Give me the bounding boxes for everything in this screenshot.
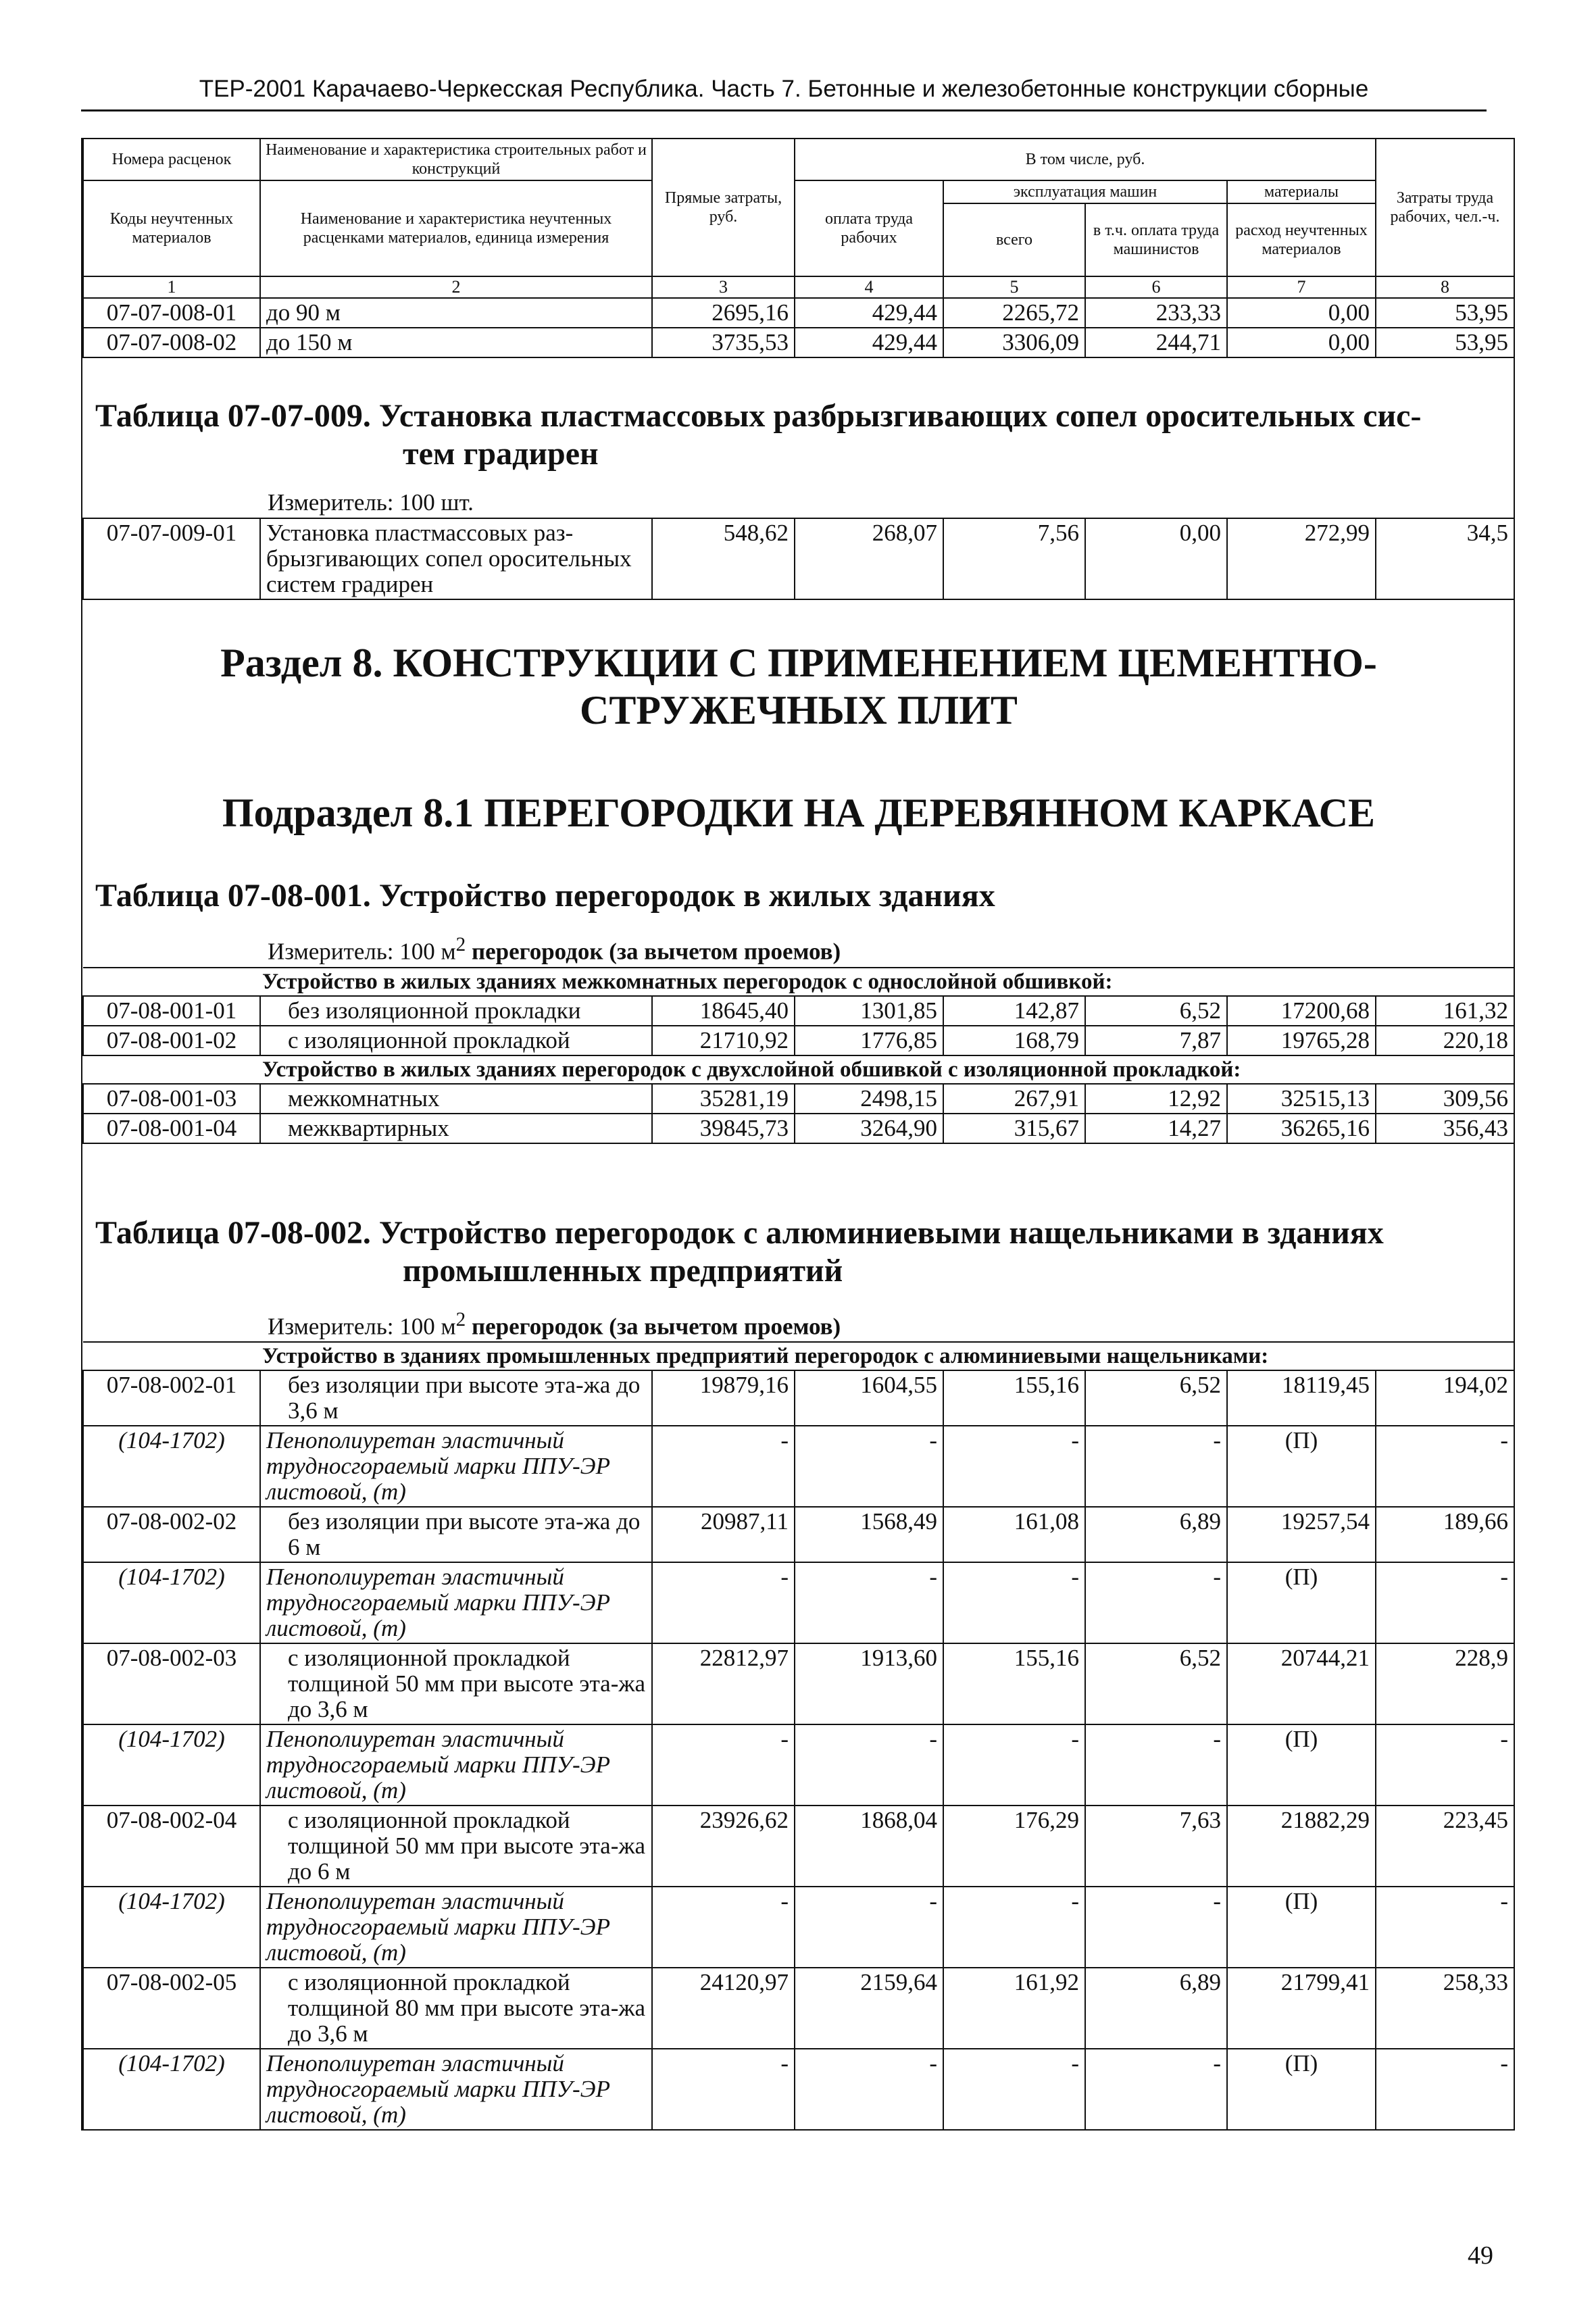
material-row	[83, 1887, 1514, 1968]
column-index: 3	[652, 276, 795, 298]
unit-label	[89, 1293, 1509, 1341]
direct-cost: -	[652, 2049, 795, 2130]
labor-cost: 161,32	[1376, 996, 1514, 1026]
machines-cost: 142,87	[943, 996, 1085, 1026]
table-title-text: Таблица 07-08-002. Устройство перегородок с алюминиевыми нащельниками в зданиях	[95, 1214, 1384, 1251]
work-name: межквартирных	[260, 1114, 652, 1143]
unit-text: Измеритель: 100 м	[268, 938, 456, 965]
machines-cost: -	[943, 1562, 1085, 1643]
wage-cost: 2498,15	[795, 1084, 943, 1114]
labor-cost: 34,5	[1376, 518, 1514, 599]
table-07-08-001-title: Таблица 07-08-001. Устройство перегородок в жилых зданиях	[95, 878, 995, 914]
unit-sup: 2	[455, 1308, 466, 1330]
work-name: без изоляции при высоте эта-жа до 6 м	[260, 1507, 652, 1562]
direct-cost: 21710,92	[652, 1026, 795, 1055]
table-row	[83, 1370, 1514, 1426]
labor-cost: 309,56	[1376, 1084, 1514, 1114]
wage-cost: -	[795, 1724, 943, 1806]
materials-cost: (П)	[1227, 2049, 1376, 2130]
table-007-07-009-title	[89, 359, 1509, 473]
wage-cost: -	[795, 1562, 943, 1643]
col-machines-total: всего	[943, 203, 1085, 276]
direct-cost: 548,62	[652, 518, 795, 599]
machines-cost: 315,67	[943, 1114, 1085, 1143]
rate-code: 07-08-002-02	[83, 1507, 260, 1562]
table-row	[83, 1806, 1514, 1887]
direct-cost: -	[652, 1426, 795, 1507]
materials-cost: 0,00	[1227, 328, 1376, 357]
machines-cost: -	[943, 2049, 1085, 2130]
work-name: Установка пластмассовых раз-брызгивающих сопел оросительных систем градирен	[260, 518, 652, 599]
material-row	[83, 2049, 1514, 2130]
table-title-cont: промышленных предприятий	[403, 1252, 843, 1289]
wage-cost: 1301,85	[795, 996, 943, 1026]
direct-cost: 39845,73	[652, 1114, 795, 1143]
col-material-name: Наименование и характеристика неучтенных расценками материалов, единица измерения	[260, 180, 652, 276]
labor-cost: -	[1376, 2049, 1514, 2130]
materials-cost: 21799,41	[1227, 1968, 1376, 2049]
col-materials: материалы	[1227, 180, 1376, 203]
section-heading-row	[83, 599, 1514, 735]
direct-cost: 24120,97	[652, 1968, 795, 2049]
machines-cost: 267,91	[943, 1084, 1085, 1114]
machinist-wage: 233,33	[1085, 298, 1227, 328]
machinist-wage: 12,92	[1085, 1084, 1227, 1114]
direct-cost: 2695,16	[652, 298, 795, 328]
rate-code: 07-08-001-03	[83, 1084, 260, 1114]
table-07-08-002-title-row	[83, 1175, 1514, 1291]
wage-cost: 3264,90	[795, 1114, 943, 1143]
page-header: ТЕР-2001 Карачаево-Черкесская Республика. Часть 7. Бетонные и железобетонные конструкции сборные	[199, 76, 1369, 102]
wage-cost: -	[795, 1426, 943, 1507]
material-code: (104-1702)	[83, 1562, 260, 1643]
direct-cost: 35281,19	[652, 1084, 795, 1114]
unit-label-row	[83, 474, 1514, 518]
unit-description: перегородок (за вычетом проемов)	[466, 1313, 841, 1340]
direct-cost: 22812,97	[652, 1643, 795, 1724]
materials-cost: 19257,54	[1227, 1507, 1376, 1562]
material-name: Пенополиуретан эластичный трудносгораемый марки ППУ-ЭР листовой, (т)	[260, 1426, 652, 1507]
subsection-heading-row	[83, 735, 1514, 838]
unit-label	[89, 918, 1509, 966]
unit-text: Измеритель: 100 м	[268, 1313, 456, 1340]
col-rate-numbers: Номера расценок	[83, 139, 260, 180]
work-name: без изоляции при высоте эта-жа до 3,6 м	[260, 1370, 652, 1426]
table-row	[83, 518, 1514, 599]
direct-cost: -	[652, 1887, 795, 1968]
header-rule	[81, 109, 1487, 111]
labor-cost: 53,95	[1376, 328, 1514, 357]
machinist-wage: 7,63	[1085, 1806, 1227, 1887]
material-name: Пенополиуретан эластичный трудносгораемый марки ППУ-ЭР листовой, (т)	[260, 2049, 652, 2130]
col-wage: оплата труда рабочих	[795, 180, 943, 276]
machines-cost: -	[943, 1724, 1085, 1806]
direct-cost: 20987,11	[652, 1507, 795, 1562]
wage-cost: 2159,64	[795, 1968, 943, 2049]
wage-cost: -	[795, 1887, 943, 1968]
spacer	[83, 1143, 1514, 1175]
materials-cost: (П)	[1227, 1426, 1376, 1507]
wage-cost: 429,44	[795, 328, 943, 357]
materials-cost: (П)	[1227, 1562, 1376, 1643]
materials-cost: 36265,16	[1227, 1114, 1376, 1143]
column-index: 7	[1227, 276, 1376, 298]
materials-cost: (П)	[1227, 1887, 1376, 1968]
machines-cost: -	[943, 1887, 1085, 1968]
work-name: межкомнатных	[260, 1084, 652, 1114]
direct-cost: 23926,62	[652, 1806, 795, 1887]
column-index: 4	[795, 276, 943, 298]
machinist-wage: -	[1085, 1562, 1227, 1643]
group-heading-row	[83, 968, 1514, 996]
machinist-wage: -	[1085, 1426, 1227, 1507]
column-index: 2	[260, 276, 652, 298]
material-row	[83, 1724, 1514, 1806]
rate-code: 07-07-008-02	[83, 328, 260, 357]
material-name: Пенополиуретан эластичный трудносгораемый марки ППУ-ЭР листовой, (т)	[260, 1887, 652, 1968]
subsection-heading: Подраздел 8.1 ПЕРЕГОРОДКИ НА ДЕРЕВЯННОМ КАРКАСЕ	[222, 791, 1376, 835]
material-name: Пенополиуретан эластичный трудносгораемый марки ППУ-ЭР листовой, (т)	[260, 1562, 652, 1643]
machinist-wage: -	[1085, 2049, 1227, 2130]
machines-cost: 168,79	[943, 1026, 1085, 1055]
work-name: до 150 м	[260, 328, 652, 357]
rate-code: 07-08-002-03	[83, 1643, 260, 1724]
material-row	[83, 1426, 1514, 1507]
table-row	[83, 328, 1514, 357]
table-row	[83, 996, 1514, 1026]
table-007-07-009-title-row	[83, 357, 1514, 474]
column-index: 5	[943, 276, 1085, 298]
work-name: с изоляционной прокладкой	[260, 1026, 652, 1055]
table-row	[83, 1084, 1514, 1114]
labor-cost: 223,45	[1376, 1806, 1514, 1887]
machinist-wage: 6,89	[1085, 1507, 1227, 1562]
labor-cost: 220,18	[1376, 1026, 1514, 1055]
labor-cost: -	[1376, 1887, 1514, 1968]
labor-cost: 194,02	[1376, 1370, 1514, 1426]
col-including: В том числе, руб.	[795, 139, 1376, 180]
machines-cost: 155,16	[943, 1643, 1085, 1724]
group-heading: Устройство в зданиях промышленных предприятий перегородок с алюминиевыми нащельниками:	[83, 1342, 1514, 1370]
unit-label-cell	[83, 474, 1514, 518]
direct-cost: 3735,53	[652, 328, 795, 357]
direct-cost: -	[652, 1724, 795, 1806]
col-machinist-wage: в т.ч. оплата труда машинистов	[1085, 203, 1227, 276]
machinist-wage: 244,71	[1085, 328, 1227, 357]
material-code: (104-1702)	[83, 1887, 260, 1968]
unit-description: перегородок (за вычетом проемов)	[466, 938, 841, 965]
table-row	[83, 298, 1514, 328]
column-index: 1	[83, 276, 260, 298]
machinist-wage: -	[1085, 1724, 1227, 1806]
machinist-wage: -	[1085, 1887, 1227, 1968]
work-name: с изоляционной прокладкой толщиной 80 мм при высоте эта-жа до 3,6 м	[260, 1968, 652, 2049]
rates-table	[82, 138, 1515, 2131]
spacer-row	[83, 1143, 1514, 1175]
labor-cost: 53,95	[1376, 298, 1514, 328]
labor-cost: -	[1376, 1724, 1514, 1806]
machines-cost: 3306,09	[943, 328, 1085, 357]
table-row	[83, 1114, 1514, 1143]
col-material-codes: Коды неучтенных материалов	[83, 180, 260, 276]
material-code: (104-1702)	[83, 2049, 260, 2130]
col-machines: эксплуатация машин	[943, 180, 1227, 203]
direct-cost: 18645,40	[652, 996, 795, 1026]
table-07-08-001-title-row	[83, 838, 1514, 916]
labor-cost: 258,33	[1376, 1968, 1514, 2049]
machinist-wage: 14,27	[1085, 1114, 1227, 1143]
section-heading-cell	[83, 599, 1514, 735]
materials-cost: 0,00	[1227, 298, 1376, 328]
col-material-use: расход неучтенных материалов	[1227, 203, 1376, 276]
document-body	[81, 138, 1515, 2131]
wage-cost: 1868,04	[795, 1806, 943, 1887]
table-row	[83, 1968, 1514, 2049]
table-title-text: Таблица 07-07-009. Установка пластмассовых разбрызгивающих сопел оросительных сис-	[95, 398, 1422, 434]
table-body	[83, 298, 1514, 2130]
rate-code: 07-07-008-01	[83, 298, 260, 328]
section-heading: Раздел 8. КОНСТРУКЦИИ С ПРИМЕНЕНИЕМ ЦЕМЕНТНО-СТРУЖЕЧНЫХ ПЛИТ	[220, 641, 1377, 732]
rate-code: 07-08-002-05	[83, 1968, 260, 2049]
labor-cost: 228,9	[1376, 1643, 1514, 1724]
direct-cost: -	[652, 1562, 795, 1643]
unit-label-row	[83, 916, 1514, 968]
table-07-08-002-title	[89, 1176, 1509, 1290]
materials-cost: 20744,21	[1227, 1643, 1376, 1724]
table-header	[83, 139, 1514, 298]
table-007-07-009-title-cell	[83, 357, 1514, 474]
materials-cost: (П)	[1227, 1724, 1376, 1806]
labor-cost: 356,43	[1376, 1114, 1514, 1143]
wage-cost: 1776,85	[795, 1026, 943, 1055]
machinist-wage: 0,00	[1085, 518, 1227, 599]
wage-cost: 268,07	[795, 518, 943, 599]
subsection-heading-cell	[83, 735, 1514, 838]
col-work-name: Наименование и характеристика строительных работ и конструкций	[260, 139, 652, 180]
col-direct-costs: Прямые затраты, руб.	[652, 139, 795, 276]
machinist-wage: 6,52	[1085, 996, 1227, 1026]
work-name: с изоляционной прокладкой толщиной 50 мм при высоте эта-жа до 3,6 м	[260, 1643, 652, 1724]
labor-cost: -	[1376, 1426, 1514, 1507]
unit-label-row	[83, 1291, 1514, 1343]
wage-cost: 1568,49	[795, 1507, 943, 1562]
machines-cost: 161,92	[943, 1968, 1085, 2049]
table-title-cont: тем градирен	[403, 436, 599, 472]
wage-cost: 1913,60	[795, 1643, 943, 1724]
machines-cost: 161,08	[943, 1507, 1085, 1562]
group-heading: Устройство в жилых зданиях перегородок с двухслойной обшивкой с изоляционной прокладкой:	[83, 1055, 1514, 1084]
rate-code: 07-08-001-01	[83, 996, 260, 1026]
materials-cost: 272,99	[1227, 518, 1376, 599]
unit-sup: 2	[455, 934, 466, 955]
table-row	[83, 1643, 1514, 1724]
wage-cost: 429,44	[795, 298, 943, 328]
machinist-wage: 6,52	[1085, 1370, 1227, 1426]
rate-code: 07-07-009-01	[83, 518, 260, 599]
table-07-08-001-title-cell	[83, 838, 1514, 916]
rate-code: 07-08-001-02	[83, 1026, 260, 1055]
machinist-wage: 6,52	[1085, 1643, 1227, 1724]
work-name: до 90 м	[260, 298, 652, 328]
rate-code: 07-08-001-04	[83, 1114, 260, 1143]
group-heading-row	[83, 1055, 1514, 1084]
labor-cost: -	[1376, 1562, 1514, 1643]
material-code: (104-1702)	[83, 1724, 260, 1806]
machinist-wage: 7,87	[1085, 1026, 1227, 1055]
direct-cost: 19879,16	[652, 1370, 795, 1426]
machinist-wage: 6,89	[1085, 1968, 1227, 2049]
rate-code: 07-08-002-04	[83, 1806, 260, 1887]
table-07-08-002-title-cell	[83, 1175, 1514, 1291]
unit-label: Измеритель: 100 шт.	[268, 489, 474, 516]
wage-cost: -	[795, 2049, 943, 2130]
material-row	[83, 1562, 1514, 1643]
material-name: Пенополиуретан эластичный трудносгораемый марки ППУ-ЭР листовой, (т)	[260, 1724, 652, 1806]
machines-cost: 155,16	[943, 1370, 1085, 1426]
materials-cost: 18119,45	[1227, 1370, 1376, 1426]
table-row	[83, 1026, 1514, 1055]
materials-cost: 32515,13	[1227, 1084, 1376, 1114]
machines-cost: -	[943, 1426, 1085, 1507]
wage-cost: 1604,55	[795, 1370, 943, 1426]
unit-label-cell	[83, 1291, 1514, 1343]
materials-cost: 19765,28	[1227, 1026, 1376, 1055]
machines-cost: 176,29	[943, 1806, 1085, 1887]
machines-cost: 2265,72	[943, 298, 1085, 328]
unit-label-cell	[83, 916, 1514, 968]
column-index: 6	[1085, 276, 1227, 298]
materials-cost: 21882,29	[1227, 1806, 1376, 1887]
table-row	[83, 1507, 1514, 1562]
group-heading-row	[83, 1342, 1514, 1370]
machines-cost: 7,56	[943, 518, 1085, 599]
rate-code: 07-08-002-01	[83, 1370, 260, 1426]
group-heading: Устройство в жилых зданиях межкомнатных перегородок с однослойной обшивкой:	[83, 968, 1514, 996]
materials-cost: 17200,68	[1227, 996, 1376, 1026]
col-labor: Затраты труда рабочих, чел.-ч.	[1376, 139, 1514, 276]
work-name: без изоляционной прокладки	[260, 996, 652, 1026]
work-name: с изоляционной прокладкой толщиной 50 мм при высоте эта-жа до 6 м	[260, 1806, 652, 1887]
material-code: (104-1702)	[83, 1426, 260, 1507]
page-number: 49	[1468, 2241, 1493, 2270]
column-index-row	[83, 276, 1514, 298]
labor-cost: 189,66	[1376, 1507, 1514, 1562]
column-index: 8	[1376, 276, 1514, 298]
